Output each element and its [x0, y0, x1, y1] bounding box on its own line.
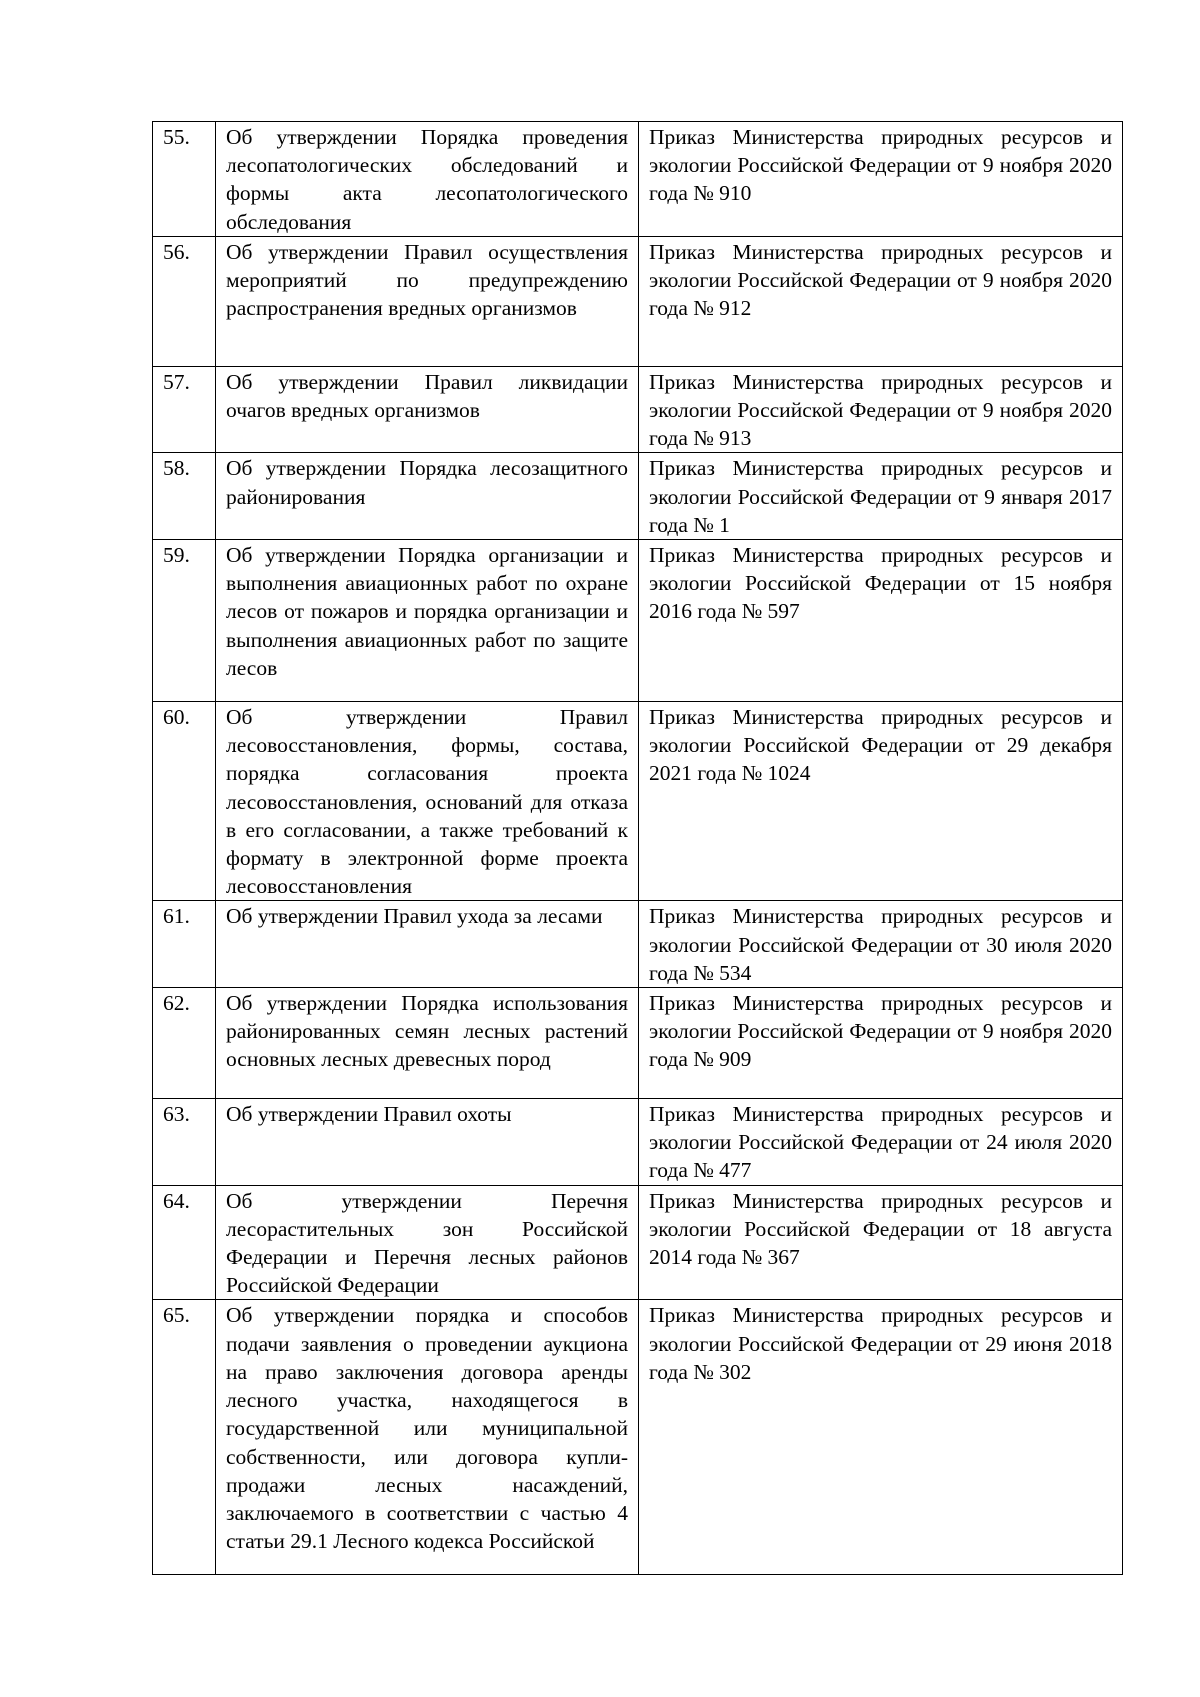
table-row [153, 366, 1123, 453]
table-row [153, 702, 1123, 901]
regulation-document: Приказ Министерства природных ресурсов и экологии Российской Федерации от 9 ноября 2020 года № 912 [639, 236, 1123, 366]
regulation-document: Приказ Министерства природных ресурсов и экологии Российской Федерации от 9 января 2017 года № 1 [639, 453, 1123, 540]
regulation-document: Приказ Министерства природных ресурсов и экологии Российской Федерации от 9 ноября 2020 года № 910 [639, 122, 1123, 237]
regulation-document: Приказ Министерства природных ресурсов и экологии Российской Федерации от 9 ноября 2020 года № 913 [639, 366, 1123, 453]
regulation-document: Приказ Министерства природных ресурсов и экологии Российской Федерации от 18 августа 2014 года № 367 [639, 1185, 1123, 1300]
row-number: 60. [153, 702, 216, 901]
regulation-title: Об утверждении Перечня лесорастительных зон Российской Федерации и Перечня лесных районов Российской Федерации [216, 1185, 639, 1300]
row-number: 65. [153, 1300, 216, 1575]
table-row [153, 236, 1123, 366]
regulation-title: Об утверждении Порядка проведения лесопатологических обследований и формы акта лесопатологического обследования [216, 122, 639, 237]
regulation-document: Приказ Министерства природных ресурсов и экологии Российской Федерации от 29 июня 2018 года № 302 [639, 1300, 1123, 1575]
regulation-document: Приказ Министерства природных ресурсов и экологии Российской Федерации от 9 ноября 2020 года № 909 [639, 988, 1123, 1099]
row-number: 59. [153, 540, 216, 702]
table-row [153, 901, 1123, 988]
row-number: 57. [153, 366, 216, 453]
regulation-document: Приказ Министерства природных ресурсов и экологии Российской Федерации от 29 декабря 2021 года № 1024 [639, 702, 1123, 901]
row-number: 63. [153, 1099, 216, 1186]
regulation-title: Об утверждении Правил осуществления мероприятий по предупреждению распространения вредных организмов [216, 236, 639, 366]
regulation-document: Приказ Министерства природных ресурсов и экологии Российской Федерации от 30 июля 2020 года № 534 [639, 901, 1123, 988]
regulation-title: Об утверждении Порядка организации и выполнения авиационных работ по охране лесов от пожаров и порядка организации и выполнения авиационных работ по защите лесов [216, 540, 639, 702]
table-row [153, 540, 1123, 702]
table-row [153, 122, 1123, 237]
row-number: 61. [153, 901, 216, 988]
row-number: 58. [153, 453, 216, 540]
table-row [153, 988, 1123, 1099]
row-number: 62. [153, 988, 216, 1099]
regulation-document: Приказ Министерства природных ресурсов и экологии Российской Федерации от 24 июля 2020 года № 477 [639, 1099, 1123, 1186]
regulation-title: Об утверждении порядка и способов подачи заявления о проведении аукциона на право заключения договора аренды лесного участка, находящегося в государственной или муниципальной собственности, или договора купли-продажи лесных насаждений, заключаемого в соответствии с частью 4 статьи 29.1 Лесного кодекса Российской [216, 1300, 639, 1575]
regulation-title: Об утверждении Правил лесовосстановления, формы, состава, порядка согласования проекта лесовосстановления, оснований для отказа в его согласовании, а также требований к формату в электронной форме проекта лесовосстановления [216, 702, 639, 901]
table-row [153, 1300, 1123, 1575]
regulation-title: Об утверждении Правил охоты [216, 1099, 639, 1186]
regulation-title: Об утверждении Порядка использования районированных семян лесных растений основных лесных древесных пород [216, 988, 639, 1099]
row-number: 56. [153, 236, 216, 366]
regulation-document: Приказ Министерства природных ресурсов и экологии Российской Федерации от 15 ноября 2016 года № 597 [639, 540, 1123, 702]
regulation-title: Об утверждении Порядка лесозащитного районирования [216, 453, 639, 540]
row-number: 55. [153, 122, 216, 237]
regulations-table [152, 121, 1123, 1575]
table-row [153, 1185, 1123, 1300]
regulation-title: Об утверждении Правил ликвидации очагов вредных организмов [216, 366, 639, 453]
table-row [153, 453, 1123, 540]
table-row [153, 1099, 1123, 1186]
row-number: 64. [153, 1185, 216, 1300]
regulation-title: Об утверждении Правил ухода за лесами [216, 901, 639, 988]
